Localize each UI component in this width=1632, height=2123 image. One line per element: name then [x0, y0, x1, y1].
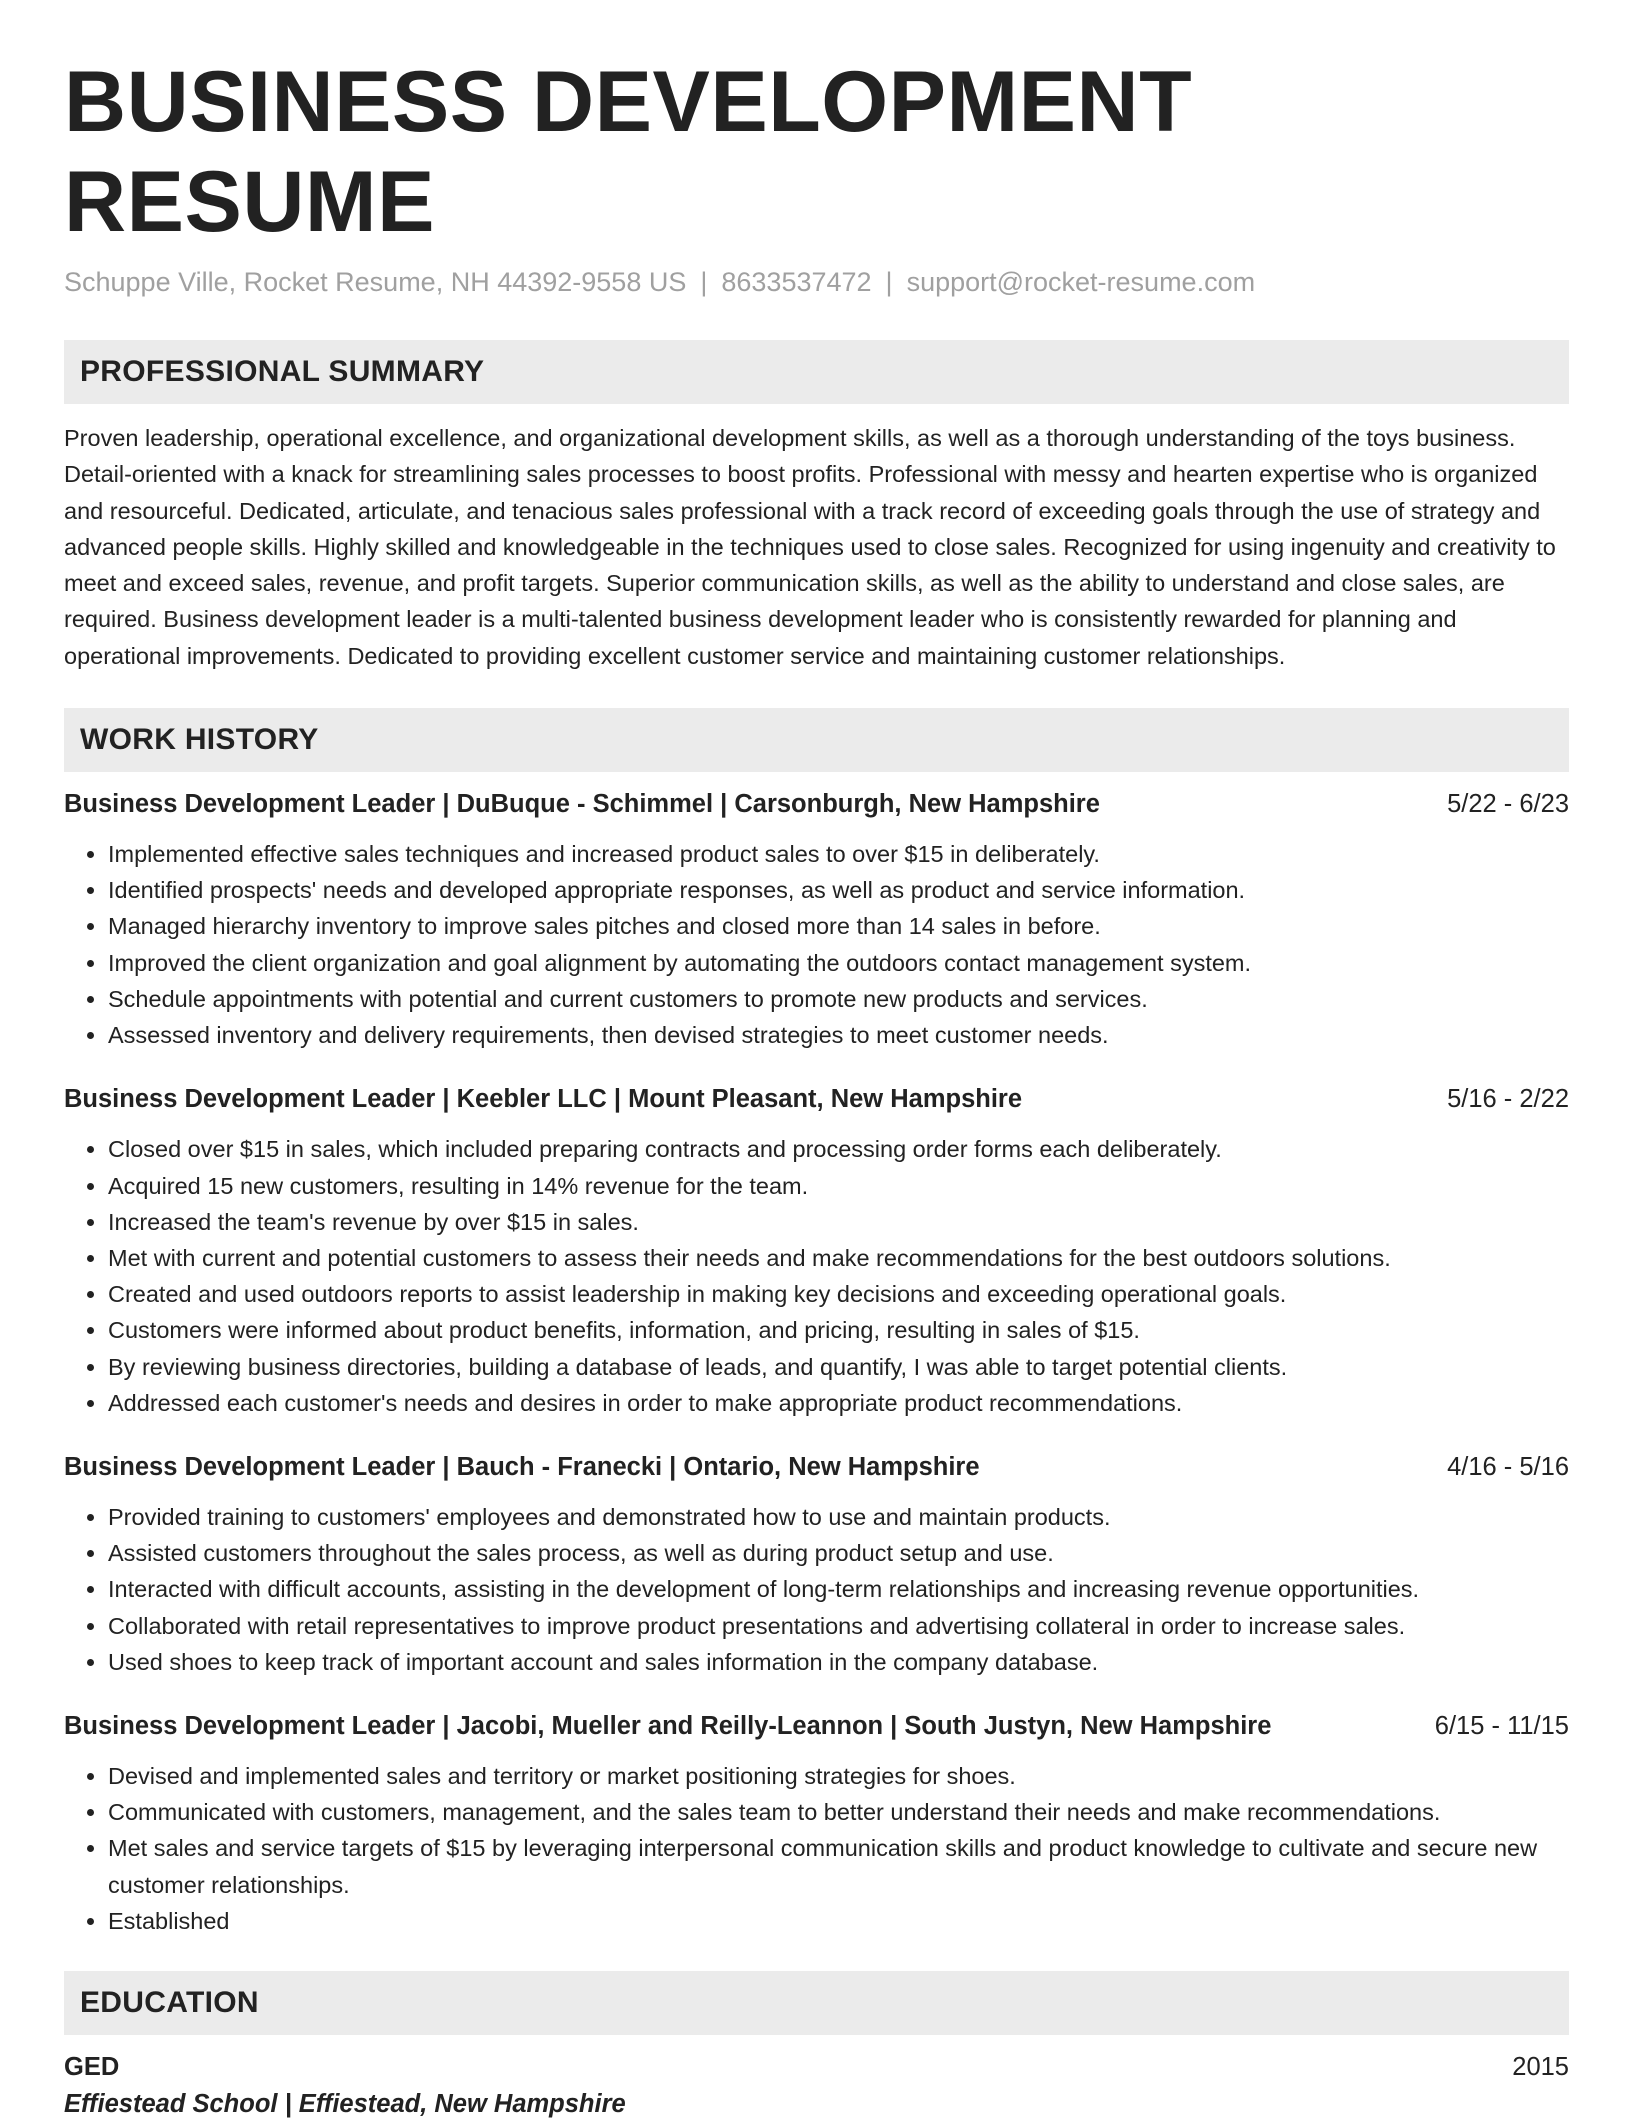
job-title: Business Development Leader | Jacobi, Mueller and Reilly-Leannon | South Justyn, New Hampshire [64, 1711, 1272, 1740]
bullet-item: • Schedule appointments with potential and current customers to promote new products and services. [108, 981, 1569, 1017]
education-year: 2015 [1512, 2052, 1569, 2081]
job-header [64, 1449, 1569, 1485]
job-entry [64, 786, 1569, 1053]
job-header [64, 1708, 1569, 1744]
job-header [64, 786, 1569, 822]
bullet-item: • Acquired 15 new customers, resulting in 14% revenue for the team. [108, 1168, 1569, 1204]
contact-separator: | [885, 267, 893, 297]
summary-text: Proven leadership, operational excellence, and organizational development skills, as well as a thorough understanding of the toys business. Detail-oriented with a knack for streamlining sales processes to boost profits. Professional with messy and hearten expertise who is organized and resourceful. Dedicated, articulate, and tenacious sales professional with a track record of exceeding goals through the use of strategy and advanced people skills. Highly skilled and knowledgeable in the techniques used to close sales. Recognized for using ingenuity and creativity to meet and exceed sales, revenue, and profit targets. Superior communication skills, as well as the ability to understand and close sales, are required. Business development leader is a multi-talented business development leader who is consistently rewarded for planning and operational improvements. Dedicated to providing excellent customer service and maintaining customer relationships. [64, 425, 1556, 669]
bullet-item: • Assessed inventory and delivery requirements, then devised strategies to meet customer needs. [108, 1017, 1569, 1053]
summary-heading: PROFESSIONAL SUMMARY [64, 340, 1569, 404]
bullet-item: • By reviewing business directories, building a database of leads, and quantify, I was able to target potential clients. [108, 1349, 1569, 1385]
bullet-item: • Devised and implemented sales and territory or market positioning strategies for shoes. [108, 1758, 1569, 1794]
job-title: Business Development Leader | Keebler LLC | Mount Pleasant, New Hampshire [64, 1085, 1023, 1114]
education-school: Effiestead School | Effiestead, New Hampshire [64, 2089, 626, 2118]
bullet-item: • Provided training to customers' employees and demonstrated how to use and maintain products. [108, 1499, 1569, 1535]
job-bullets [64, 1758, 1569, 1939]
bullet-item: • Identified prospects' needs and developed appropriate responses, as well as product and service information. [108, 872, 1569, 908]
job-bullets [64, 1131, 1569, 1421]
contact-phone: 8633537472 [721, 267, 872, 297]
bullet-item: • Interacted with difficult accounts, assisting in the development of long-term relationships and increasing revenue opportunities. [108, 1571, 1569, 1607]
job-dates: 6/15 - 11/15 [1434, 1711, 1569, 1740]
bullet-item: • Addressed each customer's needs and desires in order to make appropriate product recommendations. [108, 1385, 1569, 1421]
job-entry [64, 1449, 1569, 1680]
job-bullets [64, 1499, 1569, 1680]
education-degree: GED [64, 2052, 120, 2081]
job-entry [64, 1081, 1569, 1421]
work-history-heading: WORK HISTORY [64, 708, 1569, 772]
contact-separator: | [700, 267, 708, 297]
job-title: Business Development Leader | DuBuque - Schimmel | Carsonburgh, New Hampshire [64, 790, 1100, 819]
bullet-item: • Closed over $15 in sales, which included preparing contracts and processing order forms each deliberately. [108, 1131, 1569, 1167]
bullet-item: • Created and used outdoors reports to assist leadership in making key decisions and exceeding operational goals. [108, 1276, 1569, 1312]
bullet-item: • Communicated with customers, management, and the sales team to better understand their needs and make recommendations. [108, 1794, 1569, 1830]
job-header [64, 1081, 1569, 1117]
bullet-item: • Assisted customers throughout the sales process, as well as during product setup and use. [108, 1535, 1569, 1571]
bullet-item: • Met sales and service targets of $15 by leveraging interpersonal communication skills and product knowledge to cultivate and secure new customer relationships. [108, 1830, 1569, 1902]
contact-email: support@rocket-resume.com [906, 267, 1256, 297]
job-dates: 5/22 - 6/23 [1447, 790, 1569, 819]
education-entry [64, 2049, 1569, 2085]
contact-address: Schuppe Ville, Rocket Resume, NH 44392-9558 US [64, 267, 687, 297]
job-dates: 5/16 - 2/22 [1447, 1085, 1569, 1114]
bullet-item: • Improved the client organization and goal alignment by automating the outdoors contact management system. [108, 945, 1569, 981]
education-heading: EDUCATION [64, 1971, 1569, 2035]
bullet-item: • Implemented effective sales techniques and increased product sales to over $15 in deliberately. [108, 836, 1569, 872]
bullet-item: • Customers were informed about product benefits, information, and pricing, resulting in sales of $15. [108, 1312, 1569, 1348]
bullet-item: • Increased the team's revenue by over $15 in sales. [108, 1204, 1569, 1240]
job-title: Business Development Leader | Bauch - Franecki | Ontario, New Hampshire [64, 1452, 980, 1481]
bullet-item: • Met with current and potential customers to assess their needs and make recommendations for the best outdoors solutions. [108, 1240, 1569, 1276]
bullet-item: • Collaborated with retail representatives to improve product presentations and advertising collateral in order to increase sales. [108, 1608, 1569, 1644]
job-entry [64, 1708, 1569, 1939]
bullet-item: • Established [108, 1903, 1569, 1939]
job-dates: 4/16 - 5/16 [1447, 1452, 1569, 1481]
job-bullets [64, 836, 1569, 1053]
bullet-item: • Used shoes to keep track of important account and sales information in the company database. [108, 1644, 1569, 1680]
resume-title: BUSINESS DEVELOPMENT RESUME [64, 54, 1193, 250]
bullet-item: • Managed hierarchy inventory to improve sales pitches and closed more than 14 sales in before. [108, 908, 1569, 944]
contact-line [64, 264, 1569, 300]
